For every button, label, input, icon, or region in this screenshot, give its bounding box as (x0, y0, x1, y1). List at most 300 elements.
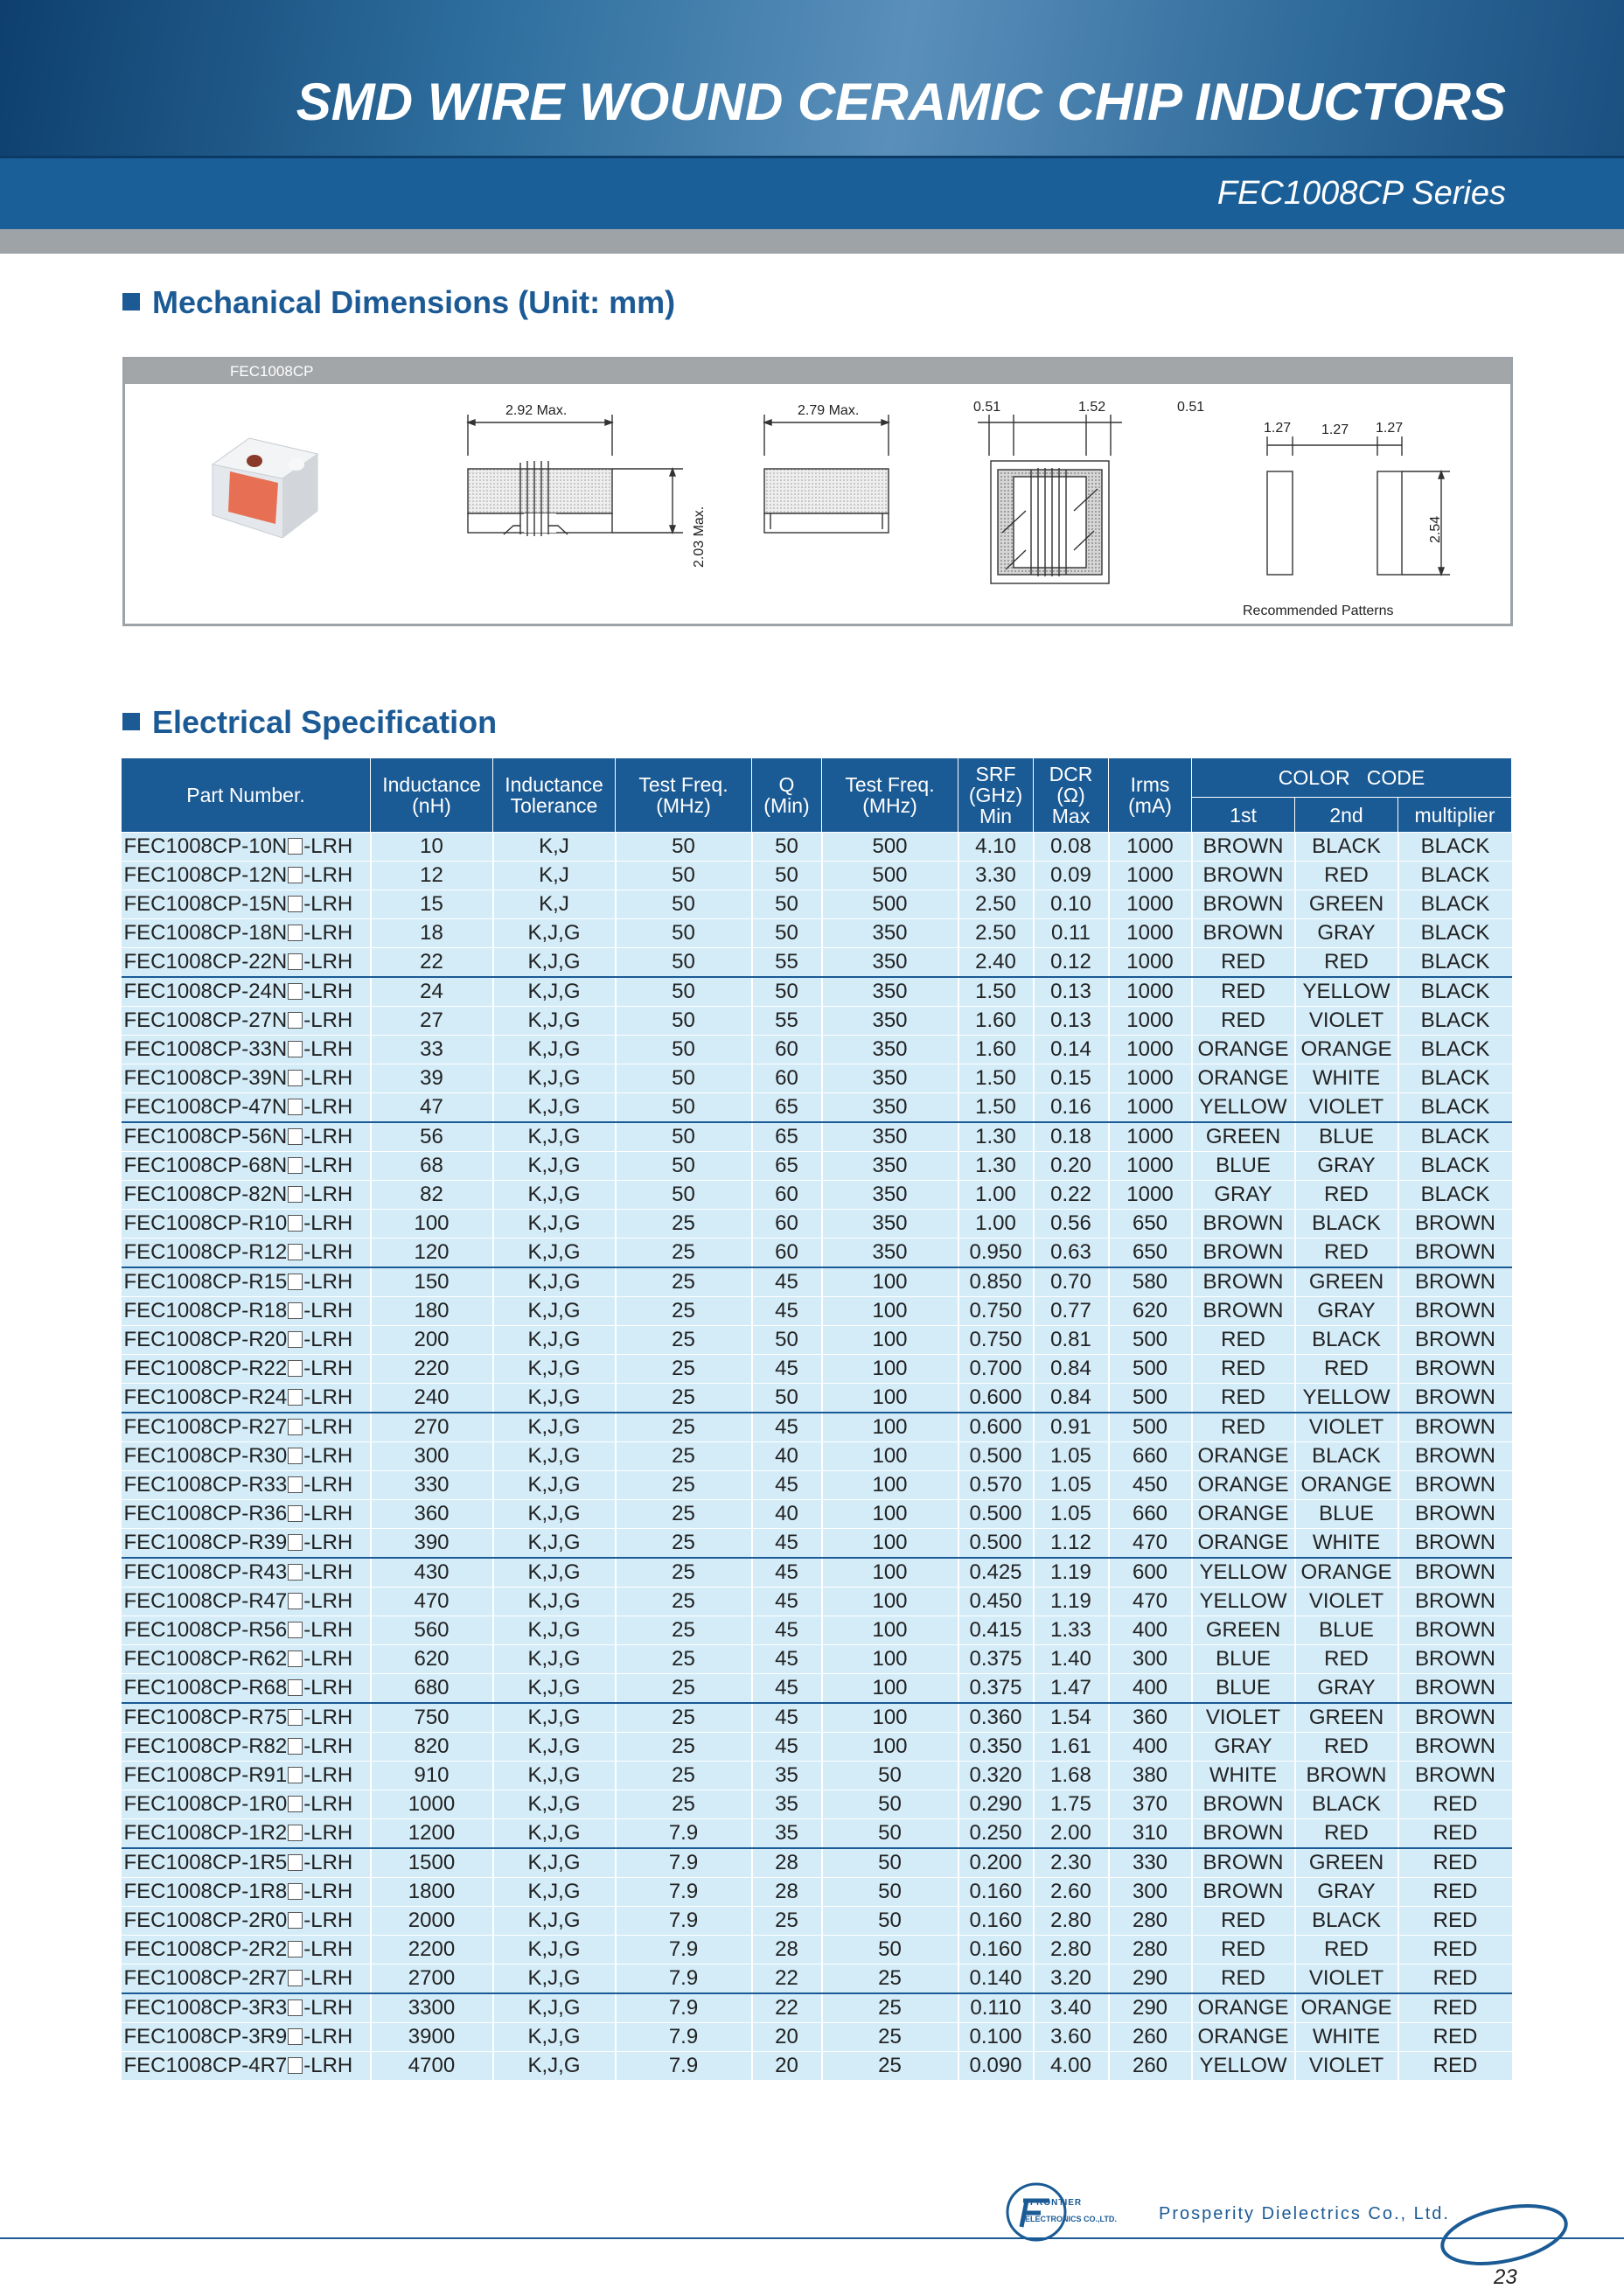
part-number-cell: FEC1008CP-R22 -LRH (122, 1355, 371, 1384)
inductance-cell: 910 (371, 1762, 493, 1790)
tolerance-cell: K,J,G (493, 1703, 616, 1733)
test-freq-q-cell: 100 (822, 1703, 958, 1733)
dcr-cell: 0.84 (1034, 1384, 1109, 1413)
spec-table (121, 757, 1512, 2081)
irms-cell: 330 (1109, 1848, 1192, 1878)
srf-cell: 0.415 (958, 1616, 1034, 1645)
dcr-cell: 0.13 (1034, 977, 1109, 1007)
color-1st-cell: BROWN (1192, 833, 1295, 862)
q-cell: 28 (752, 1878, 822, 1907)
tolerance-cell: K,J,G (493, 1878, 616, 1907)
color-2nd-cell: RED (1295, 1355, 1398, 1384)
dim-length: 2.92 Max. (505, 403, 568, 418)
color-1st-cell: BROWN (1192, 1210, 1295, 1239)
header-irms: Irms (mA) (1109, 758, 1192, 833)
table-row (122, 1122, 1512, 1152)
q-cell: 35 (752, 1790, 822, 1819)
square-bullet-icon (122, 713, 140, 730)
test-freq-l-cell: 25 (616, 1529, 752, 1559)
irms-cell: 360 (1109, 1703, 1192, 1733)
q-cell: 45 (752, 1355, 822, 1384)
color-2nd-cell: ORANGE (1295, 1036, 1398, 1064)
test-freq-l-cell: 25 (616, 1355, 752, 1384)
color-multiplier-cell: BROWN (1398, 1355, 1512, 1384)
tolerance-cell: K,J,G (493, 1152, 616, 1181)
dcr-cell: 1.05 (1034, 1500, 1109, 1529)
test-freq-q-cell: 50 (822, 1762, 958, 1790)
inductance-cell: 2200 (371, 1936, 493, 1965)
tolerance-cell: K,J,G (493, 1500, 616, 1529)
color-multiplier-cell: RED (1398, 1965, 1512, 1994)
test-freq-q-cell: 350 (822, 1064, 958, 1093)
inductance-cell: 150 (371, 1267, 493, 1297)
part-number-cell: FEC1008CP-1R2 -LRH (122, 1819, 371, 1849)
tolerance-cell: K,J (493, 862, 616, 890)
test-freq-q-cell: 100 (822, 1413, 958, 1442)
color-1st-cell: ORANGE (1192, 1500, 1295, 1529)
dcr-cell: 0.15 (1034, 1064, 1109, 1093)
inductance-cell: 180 (371, 1297, 493, 1326)
dcr-cell: 1.19 (1034, 1588, 1109, 1616)
color-multiplier-cell: BLACK (1398, 919, 1512, 948)
color-2nd-cell: VIOLET (1295, 1413, 1398, 1442)
page-title: SMD WIRE WOUND CERAMIC CHIP INDUCTORS (296, 73, 1506, 131)
color-1st-cell: RED (1192, 1413, 1295, 1442)
tolerance-cell: K,J (493, 890, 616, 919)
dcr-cell: 0.09 (1034, 862, 1109, 890)
dimension-drawings (125, 384, 1510, 629)
test-freq-l-cell: 25 (616, 1588, 752, 1616)
part-number-cell: FEC1008CP-82N -LRH (122, 1181, 371, 1210)
srf-cell: 2.40 (958, 948, 1034, 978)
logo-text-1: FRONTIER (1030, 2198, 1083, 2208)
color-1st-cell: RED (1192, 1326, 1295, 1355)
test-freq-q-cell: 100 (822, 1558, 958, 1588)
tolerance-cell: K,J,G (493, 1993, 616, 2023)
inductance-cell: 820 (371, 1733, 493, 1762)
q-cell: 35 (752, 1762, 822, 1790)
color-2nd-cell: RED (1295, 1733, 1398, 1762)
header-srf: SRF (GHz) Min (958, 758, 1034, 833)
q-cell: 60 (752, 1210, 822, 1239)
part-number-cell: FEC1008CP-4R7 -LRH (122, 2052, 371, 2081)
tolerance-placeholder-box-icon (288, 2057, 303, 2074)
inductance-cell: 68 (371, 1152, 493, 1181)
color-multiplier-cell: BROWN (1398, 1645, 1512, 1674)
irms-cell: 500 (1109, 1413, 1192, 1442)
part-number-cell: FEC1008CP-R91 -LRH (122, 1762, 371, 1790)
irms-cell: 1000 (1109, 977, 1192, 1007)
tolerance-cell: K,J,G (493, 1122, 616, 1152)
tolerance-cell: K,J,G (493, 2052, 616, 2081)
part-number-cell: FEC1008CP-2R0 -LRH (122, 1907, 371, 1936)
part-number-cell: FEC1008CP-3R9 -LRH (122, 2023, 371, 2052)
part-number-cell: FEC1008CP-10N -LRH (122, 833, 371, 862)
color-1st-cell: RED (1192, 977, 1295, 1007)
test-freq-q-cell: 100 (822, 1297, 958, 1326)
part-number-cell: FEC1008CP-R20 -LRH (122, 1326, 371, 1355)
color-1st-cell: ORANGE (1192, 1064, 1295, 1093)
color-2nd-cell: VIOLET (1295, 1093, 1398, 1123)
part-number-cell: FEC1008CP-R56 -LRH (122, 1616, 371, 1645)
dcr-cell: 2.80 (1034, 1936, 1109, 1965)
test-freq-l-cell: 25 (616, 1762, 752, 1790)
irms-cell: 400 (1109, 1674, 1192, 1704)
part-number-cell: FEC1008CP-R82 -LRH (122, 1733, 371, 1762)
dcr-cell: 1.19 (1034, 1558, 1109, 1588)
part-number-cell: FEC1008CP-56N -LRH (122, 1122, 371, 1152)
color-2nd-cell: YELLOW (1295, 1384, 1398, 1413)
color-multiplier-cell: BLACK (1398, 890, 1512, 919)
q-cell: 22 (752, 1965, 822, 1994)
tolerance-placeholder-box-icon (288, 1012, 303, 1029)
tolerance-cell: K,J,G (493, 948, 616, 978)
color-2nd-cell: VIOLET (1295, 2052, 1398, 2081)
color-2nd-cell: BROWN (1295, 1762, 1398, 1790)
header-color-1st: 1st (1192, 798, 1295, 833)
irms-cell: 260 (1109, 2052, 1192, 2081)
test-freq-q-cell: 100 (822, 1442, 958, 1471)
table-row (122, 1500, 1512, 1529)
inductance-cell: 300 (371, 1442, 493, 1471)
inductance-cell: 330 (371, 1471, 493, 1500)
test-freq-l-cell: 25 (616, 1616, 752, 1645)
mechanical-figure (122, 357, 1513, 626)
part-number-cell: FEC1008CP-2R2 -LRH (122, 1936, 371, 1965)
tolerance-placeholder-box-icon (288, 1331, 303, 1348)
test-freq-l-cell: 50 (616, 977, 752, 1007)
test-freq-l-cell: 50 (616, 1036, 752, 1064)
color-2nd-cell: BLUE (1295, 1500, 1398, 1529)
color-1st-cell: YELLOW (1192, 1558, 1295, 1588)
irms-cell: 400 (1109, 1733, 1192, 1762)
q-cell: 22 (752, 1993, 822, 2023)
irms-cell: 1000 (1109, 833, 1192, 862)
srf-cell: 0.360 (958, 1703, 1034, 1733)
dcr-cell: 0.63 (1034, 1239, 1109, 1268)
square-bullet-icon (122, 293, 140, 311)
irms-cell: 300 (1109, 1878, 1192, 1907)
color-multiplier-cell: RED (1398, 1790, 1512, 1819)
inductance-cell: 220 (371, 1355, 493, 1384)
color-2nd-cell: VIOLET (1295, 1965, 1398, 1994)
color-1st-cell: BLUE (1192, 1152, 1295, 1181)
color-2nd-cell: YELLOW (1295, 977, 1398, 1007)
inductance-cell: 390 (371, 1529, 493, 1559)
tolerance-cell: K,J,G (493, 1733, 616, 1762)
tolerance-placeholder-box-icon (288, 867, 303, 883)
tolerance-cell: K,J,G (493, 919, 616, 948)
color-2nd-cell: BLACK (1295, 833, 1398, 862)
tolerance-placeholder-box-icon (288, 1767, 303, 1783)
srf-cell: 0.750 (958, 1297, 1034, 1326)
dim-pattern-2: 1.27 (1321, 422, 1349, 437)
dcr-cell: 0.81 (1034, 1326, 1109, 1355)
test-freq-q-cell: 50 (822, 1907, 958, 1936)
color-multiplier-cell: RED (1398, 1936, 1512, 1965)
q-cell: 45 (752, 1733, 822, 1762)
inductance-cell: 680 (371, 1674, 493, 1704)
irms-cell: 1000 (1109, 948, 1192, 978)
tolerance-placeholder-box-icon (288, 1070, 303, 1086)
part-number-cell: FEC1008CP-R75 -LRH (122, 1703, 371, 1733)
color-multiplier-cell: BROWN (1398, 1471, 1512, 1500)
color-2nd-cell: GRAY (1295, 1674, 1398, 1704)
header-inductance: Inductance (nH) (371, 758, 493, 833)
color-1st-cell: BROWN (1192, 890, 1295, 919)
srf-cell: 1.60 (958, 1036, 1034, 1064)
srf-cell: 1.00 (958, 1181, 1034, 1210)
tolerance-placeholder-box-icon (288, 1244, 303, 1260)
dcr-cell: 1.33 (1034, 1616, 1109, 1645)
table-row (122, 1616, 1512, 1645)
color-2nd-cell: GREEN (1295, 1703, 1398, 1733)
inductance-cell: 39 (371, 1064, 493, 1093)
dcr-cell: 4.00 (1034, 2052, 1109, 2081)
srf-cell: 0.600 (958, 1413, 1034, 1442)
srf-cell: 0.850 (958, 1267, 1034, 1297)
tolerance-placeholder-box-icon (288, 1564, 303, 1581)
color-multiplier-cell: BROWN (1398, 1413, 1512, 1442)
dcr-cell: 3.20 (1034, 1965, 1109, 1994)
part-number-cell: FEC1008CP-39N -LRH (122, 1064, 371, 1093)
q-cell: 45 (752, 1471, 822, 1500)
color-multiplier-cell: BLACK (1398, 1122, 1512, 1152)
tolerance-cell: K,J,G (493, 1297, 616, 1326)
q-cell: 45 (752, 1645, 822, 1674)
inductance-cell: 1200 (371, 1819, 493, 1849)
tolerance-placeholder-box-icon (288, 1912, 303, 1929)
test-freq-q-cell: 50 (822, 1936, 958, 1965)
tolerance-placeholder-box-icon (288, 1448, 303, 1464)
irms-cell: 290 (1109, 1965, 1192, 1994)
irms-cell: 470 (1109, 1529, 1192, 1559)
color-multiplier-cell: RED (1398, 1848, 1512, 1878)
inductance-cell: 2000 (371, 1907, 493, 1936)
tolerance-cell: K,J (493, 833, 616, 862)
tolerance-placeholder-box-icon (288, 953, 303, 970)
srf-cell: 0.500 (958, 1500, 1034, 1529)
dcr-cell: 0.20 (1034, 1152, 1109, 1181)
irms-cell: 1000 (1109, 1036, 1192, 1064)
tolerance-cell: K,J,G (493, 1645, 616, 1674)
test-freq-l-cell: 25 (616, 1384, 752, 1413)
tolerance-cell: K,J,G (493, 1210, 616, 1239)
q-cell: 45 (752, 1588, 822, 1616)
test-freq-q-cell: 100 (822, 1529, 958, 1559)
tolerance-placeholder-box-icon (288, 983, 303, 1000)
table-row (122, 2052, 1512, 2081)
irms-cell: 1000 (1109, 1064, 1192, 1093)
srf-cell: 1.00 (958, 1210, 1034, 1239)
dcr-cell: 0.84 (1034, 1355, 1109, 1384)
inductance-cell: 18 (371, 919, 493, 948)
table-row (122, 833, 1512, 862)
tolerance-placeholder-box-icon (288, 1099, 303, 1115)
table-row (122, 1297, 1512, 1326)
srf-cell: 0.350 (958, 1733, 1034, 1762)
figure-label: FEC1008CP (230, 363, 314, 380)
srf-cell: 0.600 (958, 1384, 1034, 1413)
dim-height: 2.03 Max. (692, 506, 707, 568)
srf-cell: 0.250 (958, 1819, 1034, 1849)
irms-cell: 450 (1109, 1471, 1192, 1500)
recommended-pattern-drawing (1267, 436, 1450, 575)
srf-cell: 0.160 (958, 1907, 1034, 1936)
inductance-cell: 22 (371, 948, 493, 978)
table-row (122, 1790, 1512, 1819)
color-2nd-cell: GREEN (1295, 1848, 1398, 1878)
inductance-cell: 82 (371, 1181, 493, 1210)
inductance-cell: 3900 (371, 2023, 493, 2052)
q-cell: 45 (752, 1413, 822, 1442)
table-row (122, 1181, 1512, 1210)
test-freq-q-cell: 350 (822, 1152, 958, 1181)
q-cell: 45 (752, 1616, 822, 1645)
test-freq-l-cell: 25 (616, 1326, 752, 1355)
srf-cell: 0.950 (958, 1239, 1034, 1268)
table-row (122, 1529, 1512, 1559)
color-multiplier-cell: BROWN (1398, 1733, 1512, 1762)
test-freq-q-cell: 50 (822, 1790, 958, 1819)
test-freq-l-cell: 7.9 (616, 2023, 752, 2052)
color-multiplier-cell: BROWN (1398, 1616, 1512, 1645)
part-number-cell: FEC1008CP-47N -LRH (122, 1093, 371, 1123)
part-number-cell: FEC1008CP-2R7 -LRH (122, 1965, 371, 1994)
color-multiplier-cell: BROWN (1398, 1703, 1512, 1733)
series-title: FEC1008CP Series (1216, 175, 1506, 212)
color-1st-cell: RED (1192, 1907, 1295, 1936)
color-multiplier-cell: BLACK (1398, 1036, 1512, 1064)
tolerance-placeholder-box-icon (288, 2028, 303, 2045)
tolerance-placeholder-box-icon (288, 1738, 303, 1755)
dcr-cell: 2.80 (1034, 1907, 1109, 1936)
srf-cell: 1.50 (958, 1064, 1034, 1093)
color-1st-cell: BROWN (1192, 862, 1295, 890)
srf-cell: 1.30 (958, 1122, 1034, 1152)
side-view-drawing (468, 415, 683, 536)
color-2nd-cell: GRAY (1295, 1297, 1398, 1326)
color-multiplier-cell: RED (1398, 2052, 1512, 2081)
color-2nd-cell: RED (1295, 1239, 1398, 1268)
color-multiplier-cell: BLACK (1398, 977, 1512, 1007)
color-2nd-cell: ORANGE (1295, 1993, 1398, 2023)
color-multiplier-cell: BLACK (1398, 862, 1512, 890)
irms-cell: 500 (1109, 1355, 1192, 1384)
inductance-cell: 470 (371, 1588, 493, 1616)
spec-table-body (122, 833, 1512, 2081)
srf-cell: 4.10 (958, 833, 1034, 862)
color-1st-cell: WHITE (1192, 1762, 1295, 1790)
irms-cell: 280 (1109, 1936, 1192, 1965)
color-2nd-cell: WHITE (1295, 1064, 1398, 1093)
irms-cell: 300 (1109, 1645, 1192, 1674)
tolerance-cell: K,J,G (493, 1442, 616, 1471)
color-1st-cell: VIOLET (1192, 1703, 1295, 1733)
test-freq-q-cell: 350 (822, 919, 958, 948)
test-freq-l-cell: 25 (616, 1413, 752, 1442)
dcr-cell: 1.68 (1034, 1762, 1109, 1790)
test-freq-l-cell: 50 (616, 1181, 752, 1210)
part-number-cell: FEC1008CP-R68 -LRH (122, 1674, 371, 1704)
test-freq-l-cell: 50 (616, 862, 752, 890)
dcr-cell: 0.10 (1034, 890, 1109, 919)
tolerance-cell: K,J,G (493, 1326, 616, 1355)
srf-cell: 0.375 (958, 1674, 1034, 1704)
color-2nd-cell: RED (1295, 862, 1398, 890)
color-multiplier-cell: BROWN (1398, 1210, 1512, 1239)
dim-pattern-1: 1.27 (1264, 421, 1292, 436)
q-cell: 45 (752, 1297, 822, 1326)
color-multiplier-cell: RED (1398, 2023, 1512, 2052)
inductance-cell: 56 (371, 1122, 493, 1152)
test-freq-l-cell: 7.9 (616, 1878, 752, 1907)
inductance-cell: 1500 (371, 1848, 493, 1878)
dcr-cell: 0.13 (1034, 1007, 1109, 1036)
color-2nd-cell: WHITE (1295, 1529, 1398, 1559)
end-view-drawing (764, 415, 889, 533)
srf-cell: 0.570 (958, 1471, 1034, 1500)
irms-cell: 1000 (1109, 862, 1192, 890)
dcr-cell: 1.61 (1034, 1733, 1109, 1762)
color-2nd-cell: ORANGE (1295, 1558, 1398, 1588)
dcr-cell: 0.12 (1034, 948, 1109, 978)
srf-cell: 0.140 (958, 1965, 1034, 1994)
tolerance-placeholder-box-icon (288, 1999, 303, 2016)
tolerance-cell: K,J,G (493, 1036, 616, 1064)
dim-pattern-height: 2.54 (1428, 515, 1443, 543)
table-row (122, 1703, 1512, 1733)
test-freq-q-cell: 350 (822, 1181, 958, 1210)
test-freq-l-cell: 25 (616, 1210, 752, 1239)
color-multiplier-cell: BROWN (1398, 1674, 1512, 1704)
color-multiplier-cell: BROWN (1398, 1239, 1512, 1268)
test-freq-q-cell: 350 (822, 1036, 958, 1064)
color-1st-cell: ORANGE (1192, 2023, 1295, 2052)
q-cell: 55 (752, 1007, 822, 1036)
irms-cell: 380 (1109, 1762, 1192, 1790)
tolerance-cell: K,J,G (493, 977, 616, 1007)
test-freq-q-cell: 100 (822, 1355, 958, 1384)
dcr-cell: 2.30 (1034, 1848, 1109, 1878)
tolerance-placeholder-box-icon (288, 1274, 303, 1290)
bottom-view-drawing (978, 415, 1122, 583)
test-freq-q-cell: 25 (822, 1993, 958, 2023)
color-2nd-cell: RED (1295, 948, 1398, 978)
inductance-cell: 24 (371, 977, 493, 1007)
irms-cell: 470 (1109, 1588, 1192, 1616)
part-number-cell: FEC1008CP-24N -LRH (122, 977, 371, 1007)
inductance-cell: 200 (371, 1326, 493, 1355)
color-1st-cell: BLUE (1192, 1645, 1295, 1674)
part-number-cell: FEC1008CP-R15 -LRH (122, 1267, 371, 1297)
test-freq-l-cell: 25 (616, 1558, 752, 1588)
irms-cell: 660 (1109, 1500, 1192, 1529)
table-row (122, 1819, 1512, 1849)
part-number-cell: FEC1008CP-R39 -LRH (122, 1529, 371, 1559)
color-2nd-cell: GRAY (1295, 919, 1398, 948)
color-2nd-cell: GRAY (1295, 1878, 1398, 1907)
part-number-cell: FEC1008CP-3R3 -LRH (122, 1993, 371, 2023)
tolerance-cell: K,J,G (493, 1848, 616, 1878)
irms-cell: 500 (1109, 1326, 1192, 1355)
q-cell: 50 (752, 977, 822, 1007)
frontier-logo-icon (1006, 2181, 1084, 2243)
color-multiplier-cell: RED (1398, 1993, 1512, 2023)
header-color-code: COLOR CODE (1192, 758, 1512, 798)
color-1st-cell: ORANGE (1192, 1471, 1295, 1500)
q-cell: 25 (752, 1907, 822, 1936)
